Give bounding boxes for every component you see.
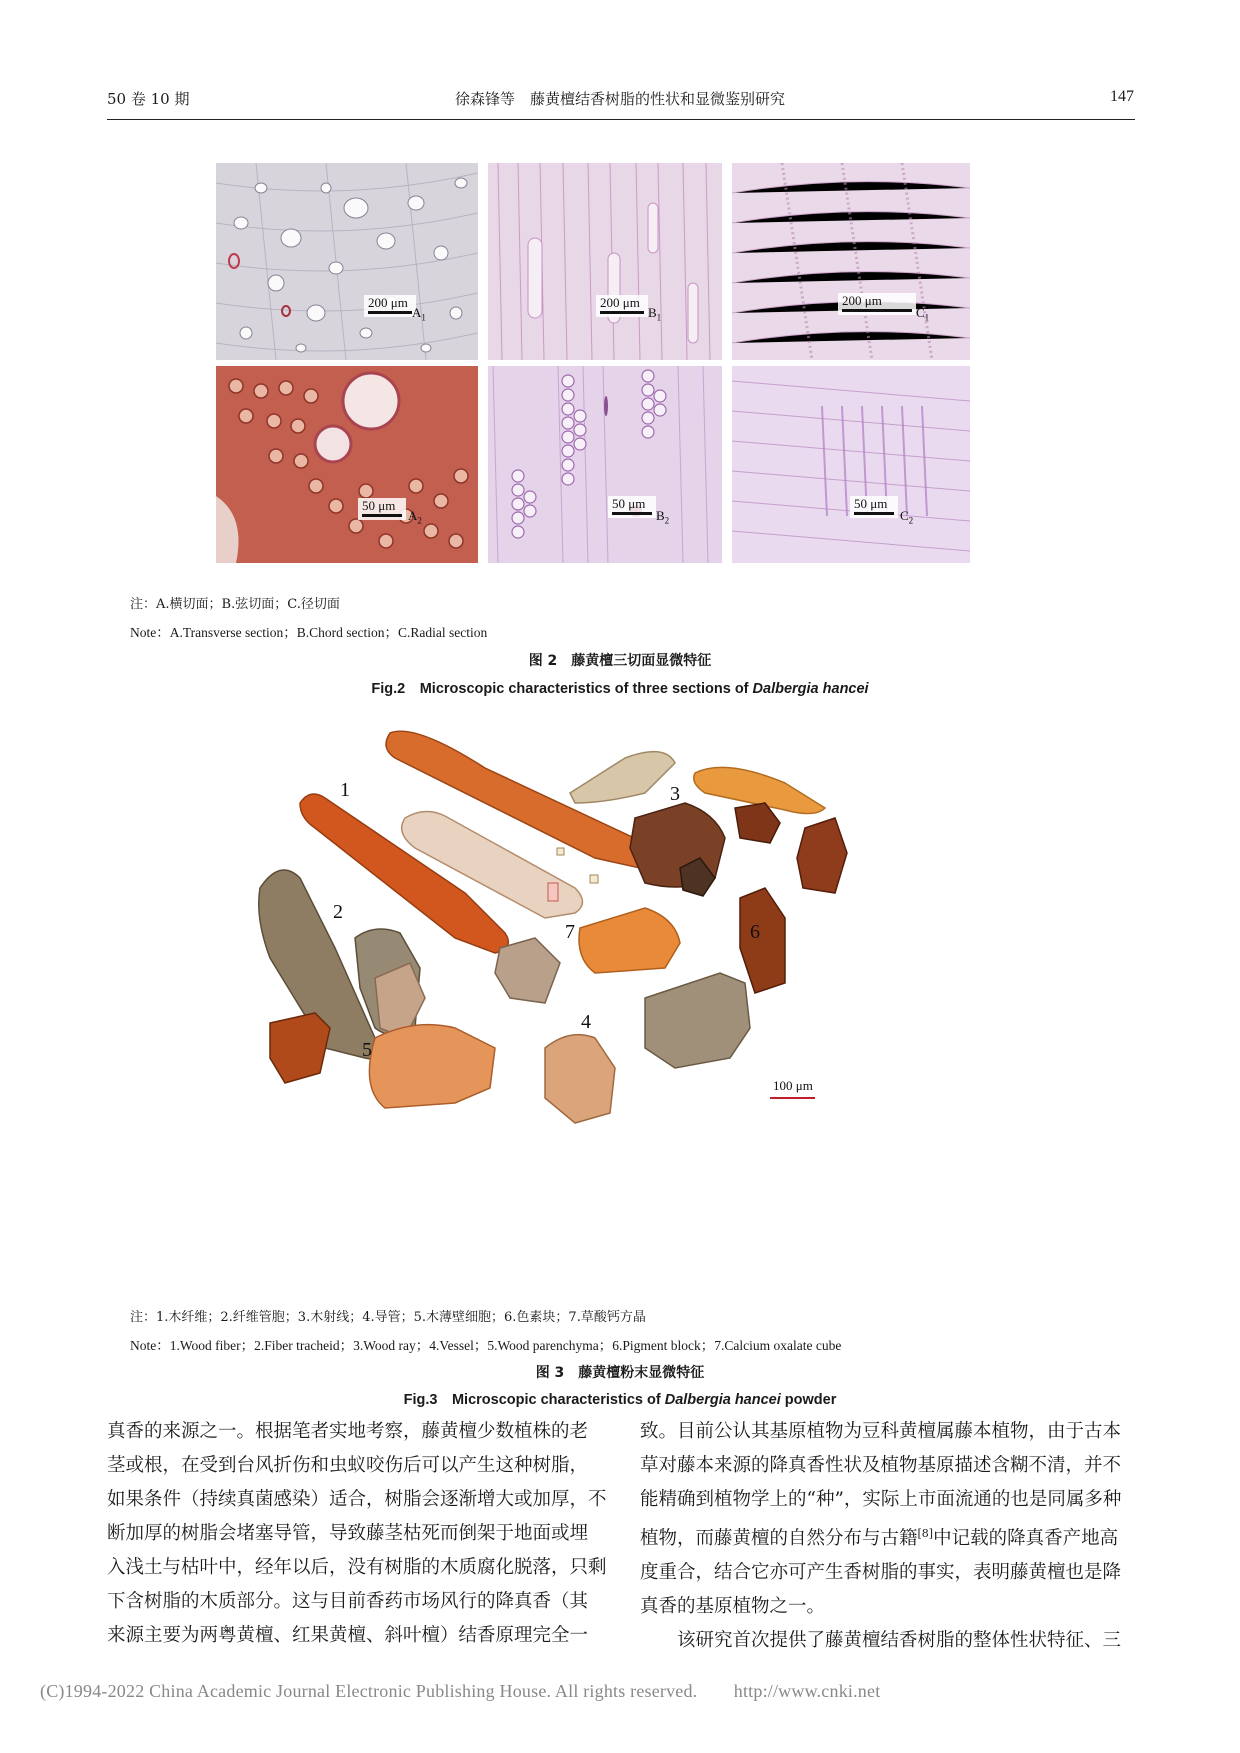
scale-bar-c2: 50 μm (850, 496, 898, 518)
body-line: 度重合，结合它亦可产生香树脂的事实，表明藤黄檀也是降 (640, 1562, 1122, 1584)
label-4: 4 (581, 1011, 591, 1033)
copyright-footer: (C)1994-2022 China Academic Journal Electronic Publishing House. All rights reserved. http://www.cnki.net (40, 1681, 881, 1701)
panel-label-a2: $A_2$ (408, 508, 422, 526)
figure-3 (225, 718, 985, 1238)
figure-3-note-cn: 注：1.木纤维；2.纤维管胞；3.木射线；4.导管；5.木薄壁细胞；6.色素块；7.草酸钙方晶 (130, 1310, 646, 1325)
page-number: 147 (1110, 88, 1134, 105)
figure-3-note-en: Note：1.Wood fiber；2.Fiber tracheid；3.Wood ray；4.Vessel；5.Wood parenchyma；6.Pigment block；7.Calcium oxalate cube (130, 1338, 842, 1353)
body-column-left (107, 1415, 615, 1653)
body-line: 如果条件（持续真菌感染）适合，树脂会逐渐增大或加厚，不 (107, 1489, 607, 1510)
label-6: 6 (750, 921, 760, 943)
panel-label-c2: $C_2$ (900, 508, 914, 526)
figure-3-caption-cn: 图 3 藤黄檀粉末显微特征 (535, 1365, 705, 1381)
body-line: 来源主要为两粤黄檀、红果黄檀、斜叶檀）结香原理完全一 (107, 1625, 589, 1646)
journal-volume-issue: 50 卷 10 期 (107, 90, 190, 108)
body-line: 真香的来源之一。根据笔者实地考察，藤黄檀少数植株的老 (107, 1421, 589, 1442)
body-column-right (640, 1415, 1148, 1658)
body-line: 致。目前公认其基原植物为豆科黄檀属藤本植物，由于古本 (640, 1421, 1122, 1442)
micrograph-c2 (732, 366, 970, 563)
figure-2-note-cn: 注：A.横切面；B.弦切面；C.径切面 (130, 597, 340, 612)
body-line: 茎或根，在受到台风折伤和虫蚁咬伤后可以产生这种树脂， (107, 1455, 589, 1476)
scale-bar-c1: 200 μm (838, 293, 916, 315)
body-line: 下含树脂的木质部分。这与目前香药市场风行的降真香（其 (107, 1591, 589, 1612)
panel-label-b1: $B_1$ (648, 305, 662, 323)
body-line: 入浅土与枯叶中，经年以后，没有树脂的木质腐化脱落，只剩 (107, 1557, 607, 1578)
micrograph-b1 (488, 163, 722, 360)
micrograph-b2 (488, 366, 722, 563)
citation-ref[interactable]: [8] (917, 1527, 934, 1540)
figure-2 (216, 163, 1024, 563)
species-name: Dalbergia hancei (752, 681, 869, 697)
label-7: 7 (565, 921, 575, 943)
panel-label-c1: $C_1$ (916, 305, 930, 323)
body-line: 该研究首次提供了藤黄檀结香树脂的整体性状特征、三 (640, 1630, 1122, 1652)
label-2: 2 (333, 901, 343, 923)
body-line: 植物，而藤黄檀的自然分布与古籍[8]中记载的降真香产地高 (640, 1527, 1119, 1550)
figure-2-caption-cn: 图 2 藤黄檀三切面显微特征 (528, 653, 712, 669)
scale-bar-label: 100 μm (773, 1078, 813, 1093)
micrograph-a1 (216, 163, 478, 360)
body-line: 草对藤本来源的降真香性状及植物基原描述含糊不清，并不 (640, 1455, 1122, 1476)
figure-3-caption-en: Fig.3 Microscopic characteristics of Dalbergia hancei powder (403, 1392, 837, 1408)
micrograph-a2 (216, 366, 478, 563)
scale-bar-a1: 200 μm (364, 295, 416, 317)
label-1: 1 (340, 779, 350, 801)
panel-label-b2: $B_2$ (656, 508, 670, 526)
scale-bar-b1: 200 μm (596, 295, 648, 317)
body-line: 真香的基原植物之一。 (640, 1596, 826, 1618)
figure-2-note-en: Note：A.Transverse section；B.Chord section；C.Radial section (130, 625, 488, 640)
label-5: 5 (362, 1039, 372, 1061)
body-line: 能精确到植物学上的“种”，实际上市面流通的也是同属多种 (640, 1489, 1122, 1510)
running-title: 徐森锋等 藤黄檀结香树脂的性状和显微鉴别研究 (454, 90, 785, 108)
panel-label-a1: $A_1$ (412, 305, 426, 323)
label-3: 3 (670, 783, 680, 805)
body-line: 断加厚的树脂会堵塞导管，导致藤茎枯死而倒架于地面或埋 (107, 1523, 589, 1544)
scale-bar-b2: 50 μm (608, 496, 656, 518)
figure-2-caption-en: Fig.2 Microscopic characteristics of three sections of Dalbergia hancei (371, 681, 869, 697)
species-name: Dalbergia hancei (664, 1392, 781, 1408)
header-rule (107, 119, 1135, 120)
scale-bar-a2: 50 μm (358, 498, 406, 520)
micrograph-c1 (732, 163, 970, 360)
